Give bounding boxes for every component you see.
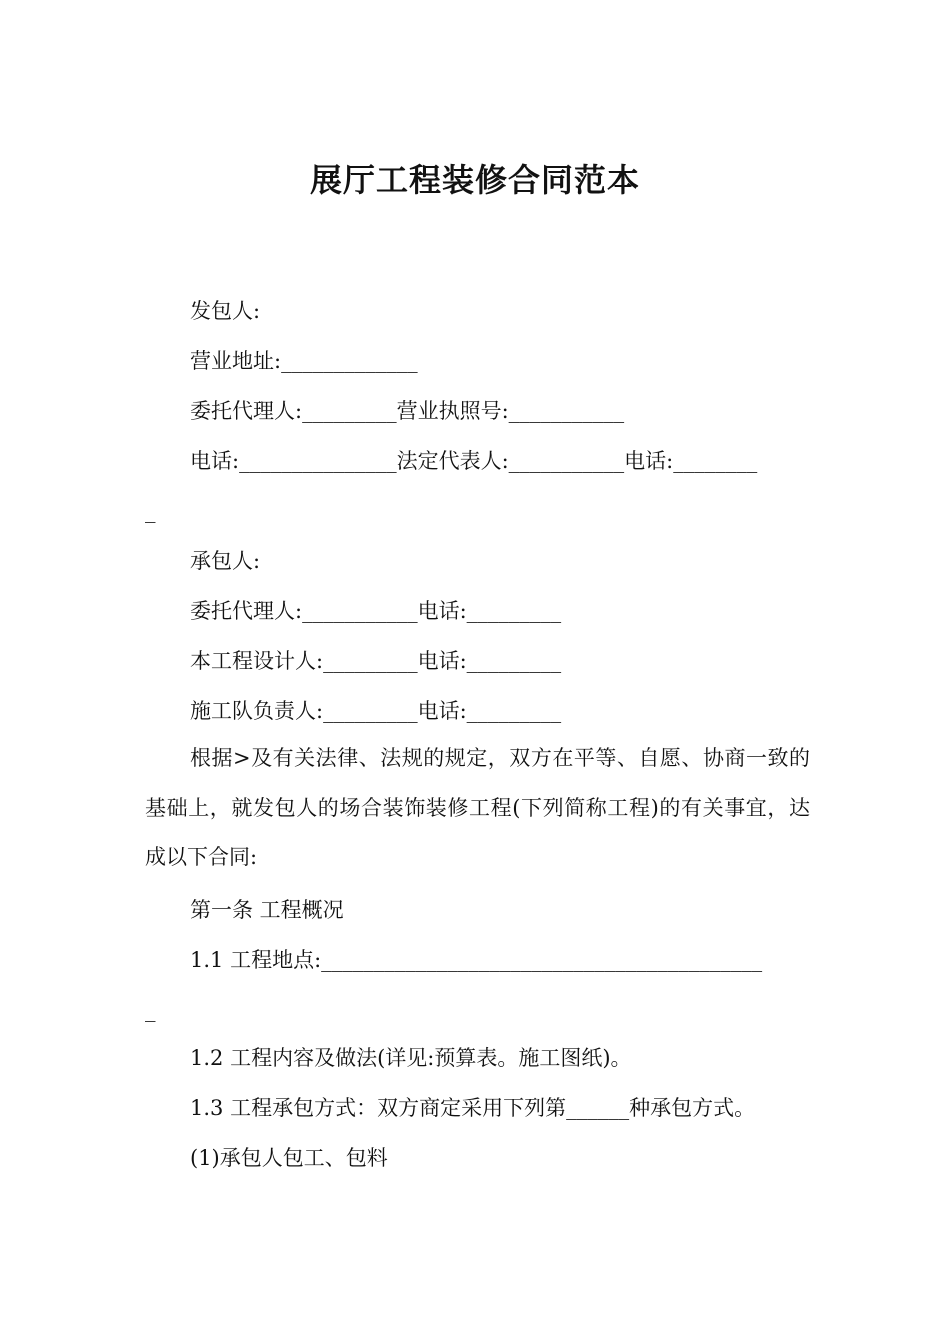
clause-heading: 第一条 工程概况 bbox=[190, 898, 344, 922]
line-continuation: _ bbox=[145, 499, 156, 523]
business-address-field: 营业地址:_____________ bbox=[190, 349, 418, 373]
line-continuation-2: _ bbox=[145, 998, 156, 1022]
designer-field: 本工程设计人:_________电话:_________ bbox=[190, 649, 562, 673]
clause-option-1: (1)承包人包工、包料 bbox=[190, 1146, 388, 1170]
agent-license-field: 委托代理人:_________营业执照号:___________ bbox=[190, 399, 625, 423]
clause-1-1: 1.1 工程地点:__________________________________________ bbox=[190, 948, 763, 972]
contractor-agent-field: 委托代理人:___________电话:_________ bbox=[190, 599, 562, 623]
contractor-label: 承包人: bbox=[190, 549, 261, 573]
phone-legal-rep-field: 电话:_______________法定代表人:___________电话:________ bbox=[190, 449, 758, 473]
construction-lead-field: 施工队负责人:_________电话:_________ bbox=[190, 699, 562, 723]
document-title: 展厅工程装修合同范本 bbox=[309, 161, 640, 199]
clause-1-2: 1.2 工程内容及做法(详见:预算表。施工图纸)。 bbox=[190, 1046, 632, 1070]
clause-1-3: 1.3 工程承包方式：双方商定采用下列第______种承包方式。 bbox=[190, 1096, 756, 1120]
employer-label: 发包人: bbox=[190, 299, 261, 323]
intro-paragraph: 根据>及有关法律、法规的规定，双方在平等、自愿、协商一致的基础上，就发包人的场合装饰装修工程(下列简称工程)的有关事宜，达成以下合同: bbox=[145, 746, 810, 870]
